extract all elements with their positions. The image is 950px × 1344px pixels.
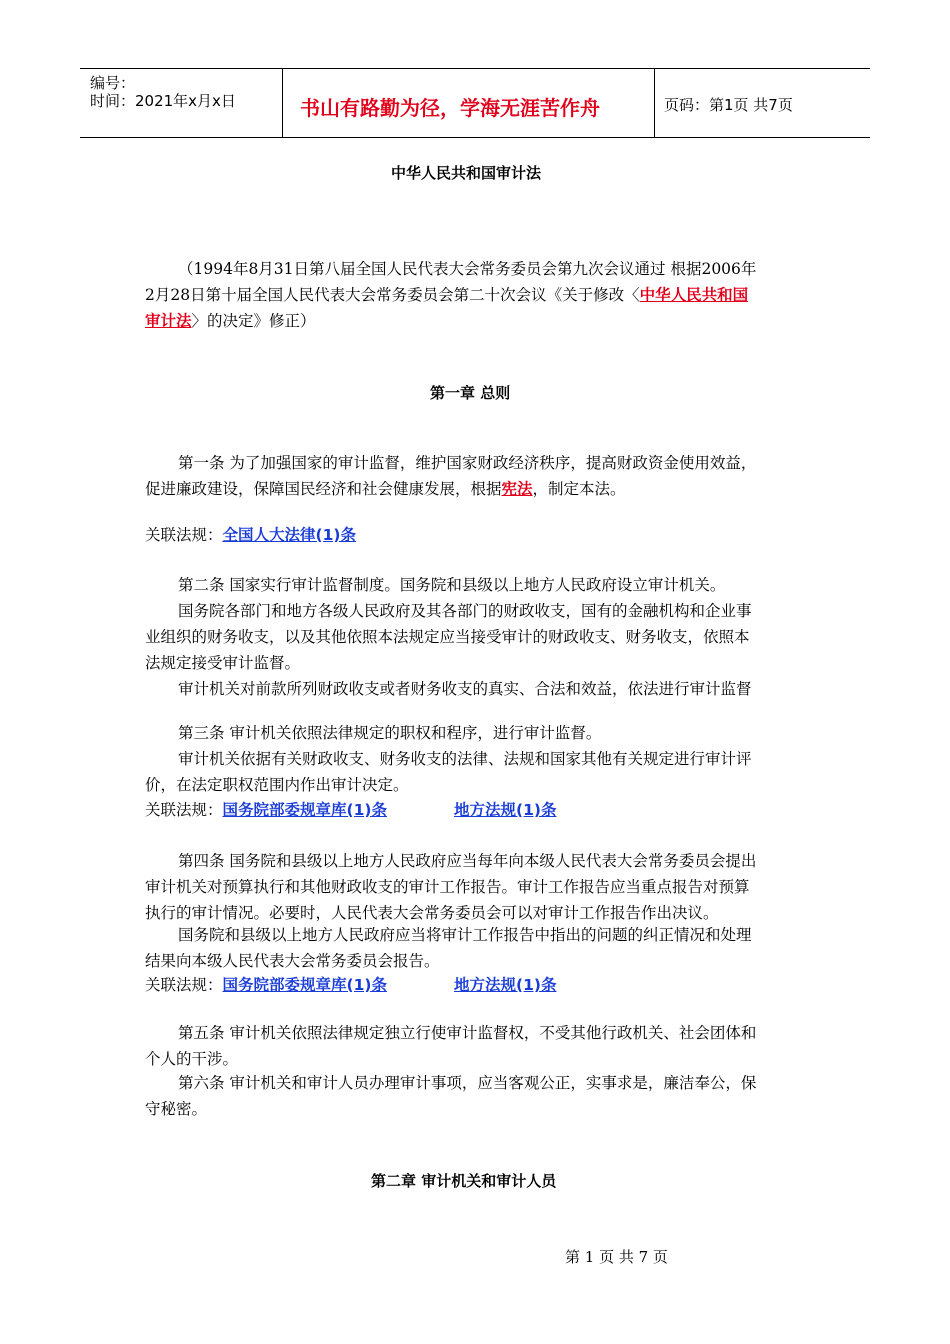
related-laws: 关联法规：全国人大法律(1)条	[145, 526, 356, 544]
law-link[interactable]: 中华人民共和国	[639, 285, 749, 304]
article-line: 审计机关依据有关财政收支、财务收支的法律、法规和国家其他有关规定进行审计评	[178, 750, 752, 768]
article-line: 第一条 为了加强国家的审计监督，维护国家财政经济秩序，提高财政资金使用效益，	[178, 454, 757, 472]
article-line: 第五条 审计机关依照法律规定独立行使审计监督权，不受其他行政机关、社会团体和	[178, 1024, 757, 1042]
article-line: 国务院和县级以上地方人民政府应当将审计工作报告中指出的问题的纠正情况和处理	[178, 926, 752, 944]
article-line: 守秘密。	[145, 1100, 208, 1118]
article-line: 第六条 审计机关和审计人员办理审计事项，应当客观公正，实事求是，廉洁奉公，保	[178, 1074, 757, 1092]
article-line: 执行的审计情况。必要时，人民代表大会常务委员会可以对审计工作报告作出决议。	[145, 904, 719, 922]
article-line: 个人的干涉。	[145, 1050, 239, 1068]
article-line: 促进廉政建设，保障国民经济和社会健康发展，根据宪法，制定本法。	[145, 479, 626, 498]
motto: 书山有路勤为径，学海无涯苦作舟	[300, 96, 600, 120]
header-divider	[282, 69, 283, 137]
article-line: 业组织的财务收支，以及其他依照本法规定应当接受审计的财政收支、财务收支，依照本	[145, 628, 750, 646]
related-laws: 关联法规：国务院部委规章库(1)条	[145, 976, 387, 994]
header-divider	[654, 69, 655, 137]
preamble-line: 2月28日第十届全国人民代表大会常务委员会第二十次会议《关于修改〈中华人民共和国	[145, 285, 749, 304]
preamble-line: （1994年8月31日第八届全国人民代表大会常务委员会第九次会议通过 根据2006年	[178, 260, 757, 278]
page-footer: 第 1 页 共 7 页	[565, 1248, 668, 1266]
chapter-heading: 第二章 审计机关和审计人员	[371, 1172, 557, 1190]
page-label: 页码：第1页 共7页	[664, 96, 793, 114]
article-line: 价，在法定职权范围内作出审计决定。	[145, 776, 409, 794]
related-laws: 关联法规：国务院部委规章库(1)条	[145, 801, 387, 819]
article-line: 第四条 国务院和县级以上地方人民政府应当每年向本级人民代表大会常务委员会提出	[178, 852, 757, 870]
related-laws	[454, 972, 556, 998]
article-line: 审计机关对前款所列财政收支或者财务收支的真实、合法和效益，依法进行审计监督	[178, 680, 752, 698]
related-law-link[interactable]: 全国人大法律(1)条	[222, 526, 356, 544]
related-law-link[interactable]: 地方法规(1)条	[454, 801, 557, 819]
article-line: 结果向本级人民代表大会常务委员会报告。	[145, 952, 440, 970]
related-law-link[interactable]: 国务院部委规章库(1)条	[222, 976, 387, 994]
chapter-heading: 第一章 总则	[430, 384, 511, 402]
number-label: 编号：	[90, 74, 136, 92]
law-link[interactable]: 审计法	[145, 311, 192, 330]
related-laws	[454, 797, 556, 823]
preamble-line: 审计法〉的决定》修正）	[145, 311, 316, 330]
constitution-link[interactable]: 宪法	[501, 479, 533, 498]
article-line: 第二条 国家实行审计监督制度。国务院和县级以上地方人民政府设立审计机关。	[178, 576, 726, 594]
article-line: 第三条 审计机关依照法律规定的职权和程序，进行审计监督。	[178, 724, 602, 742]
related-law-link[interactable]: 地方法规(1)条	[454, 976, 557, 994]
date-label: 时间：2021年x月x日	[90, 92, 236, 110]
article-line: 审计机关对预算执行和其他财政收支的审计工作报告。审计工作报告应当重点报告对预算	[145, 878, 750, 896]
document-title: 中华人民共和国审计法	[391, 164, 542, 182]
article-line: 国务院各部门和地方各级人民政府及其各部门的财政收支，国有的金融机构和企业事	[178, 602, 752, 620]
article-line: 法规定接受审计监督。	[145, 654, 301, 672]
related-law-link[interactable]: 国务院部委规章库(1)条	[222, 801, 387, 819]
